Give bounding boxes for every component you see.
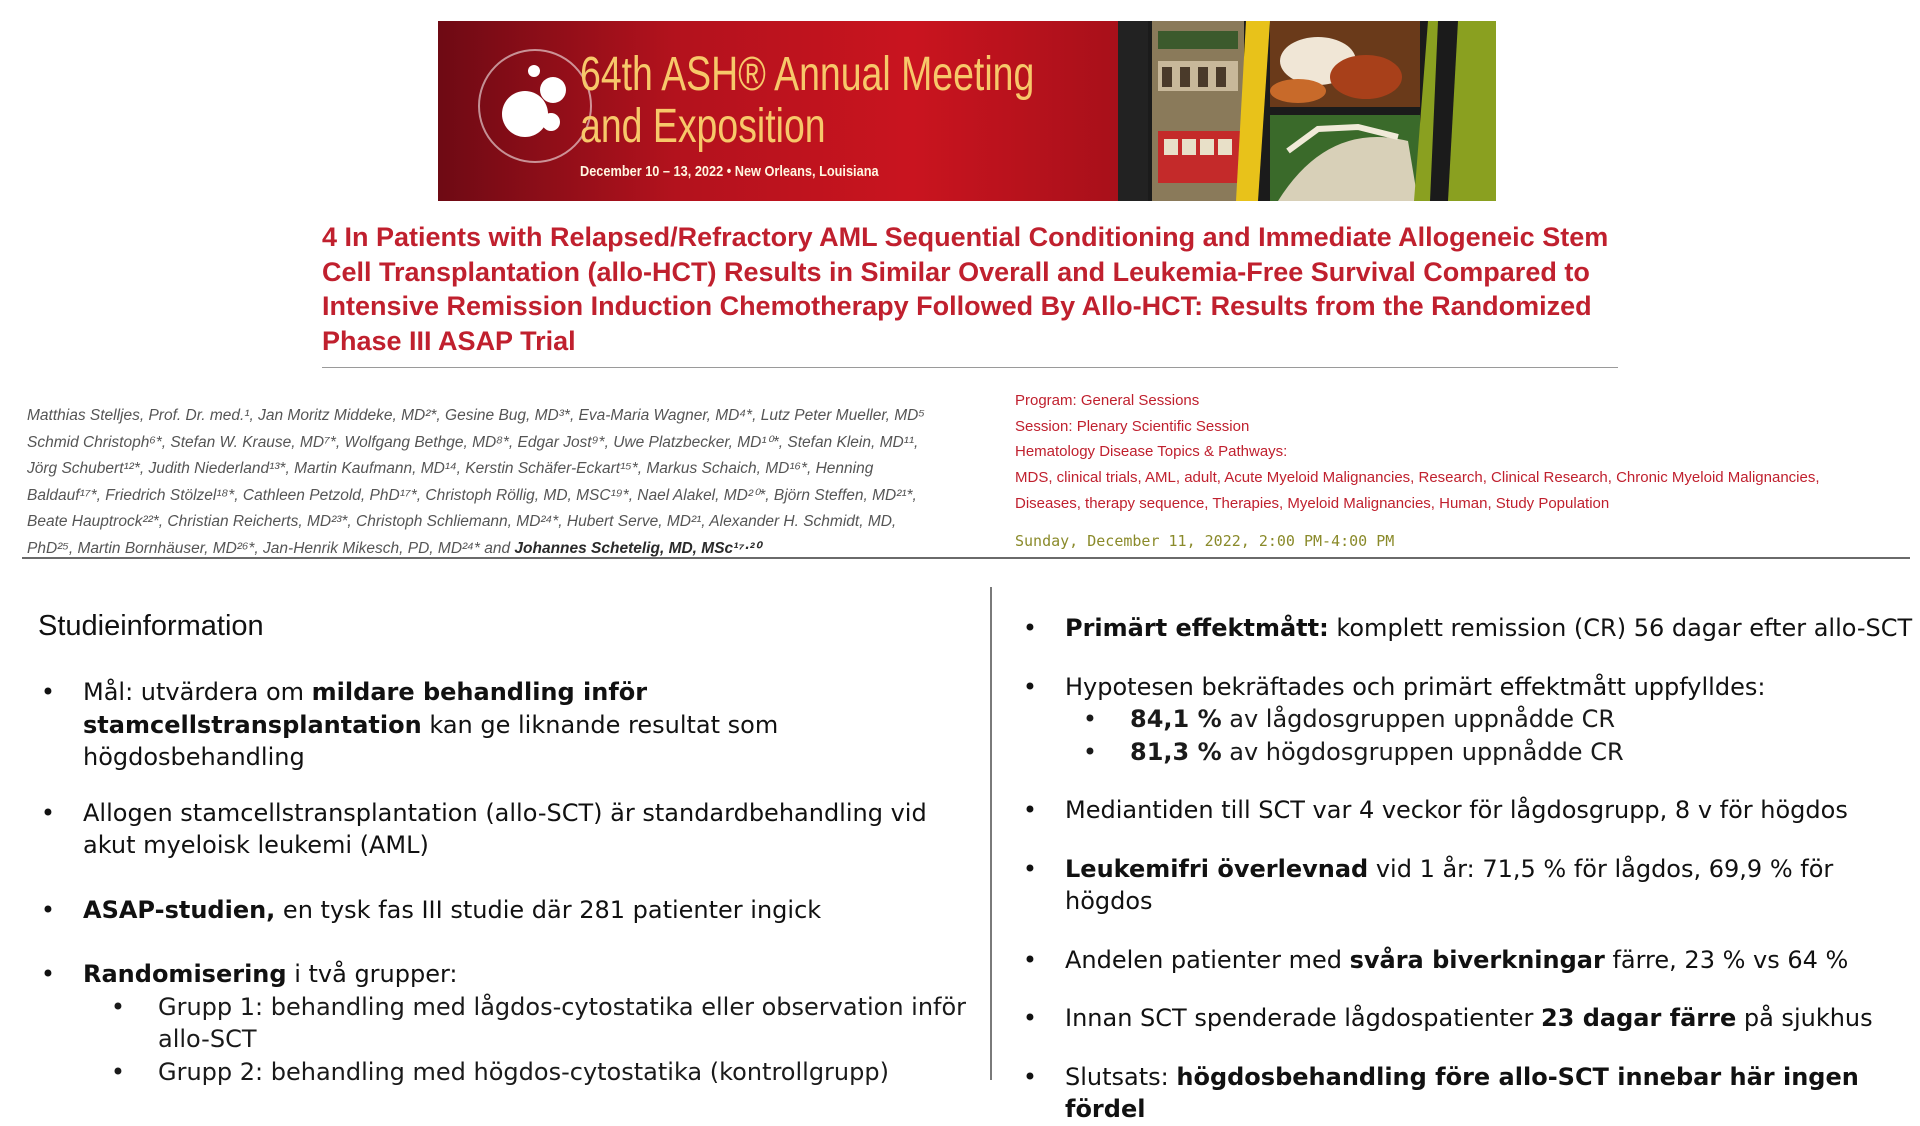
author-line: Baldauf¹⁷*, Friedrich Stölzel¹⁸*, Cathleen Petzold, PhD¹⁷*, Christoph Röllig, MD, MSC¹⁹*, Nael Alakel, MD²⁰*, Björn Steffen, MD²¹*, <box>27 486 917 504</box>
bullet-icon: • <box>1022 614 1038 642</box>
results-column <box>1020 612 1915 1126</box>
author-line: Beate Hauptrock²²*, Christian Reicherts, MD²³*, Christoph Schliemann, MD²⁴*, Hubert Serve, MD²¹, Alexander H. Schmidt, MD, <box>27 513 897 530</box>
banner-subtitle: December 10 – 13, 2022 • New Orleans, Louisiana <box>580 163 879 180</box>
bullet-item: • Mediantiden till SCT var 4 veckor för lågdosgrupp, 8 v för högdos <box>1020 794 1915 827</box>
study-info-column <box>38 610 983 1088</box>
bullet-item: • Leukemifri överlevnad vid 1 år: 71,5 % för lågdos, 69,9 % för högdos <box>1020 853 1915 918</box>
bullet-icon: • <box>40 960 56 988</box>
sub-bullet-item: • Grupp 1: behandling med lågdos-cytostatika eller observation inför allo-SCT <box>108 991 983 1056</box>
program-info <box>1015 388 1915 517</box>
bullet-icon: • <box>110 1057 126 1086</box>
bullet-item: • Innan SCT spenderade lågdospatienter 23 dagar färre på sjukhus <box>1020 1002 1915 1035</box>
bullet-icon: • <box>40 678 56 706</box>
conference-banner <box>438 21 1496 201</box>
bullet-icon: • <box>1082 705 1098 733</box>
author-line: Jörg Schubert¹²*, Judith Niederland¹³*, Martin Kaufmann, MD¹⁴, Kerstin Schäfer-Eckart¹⁵*, Markus Schaich, MD¹⁶*, Henning <box>27 460 874 477</box>
bullet-item: • Mål: utvärdera om mildare behandling inför stamcellstransplantation kan ge liknande resultat som högdosbehandling <box>38 676 983 774</box>
title-divider <box>322 367 1618 368</box>
program-label: Program: General Sessions <box>1015 392 1200 409</box>
column-divider <box>990 587 992 1080</box>
topics-list: MDS, clinical trials, AML, adult, Acute Myeloid Malignancies, Research, Clinical Research, Chronic Myeloid Malignancies, <box>1015 469 1820 487</box>
bullet-item: • ASAP-studien, en tysk fas III studie där 281 patienter ingick <box>38 894 983 927</box>
session-label: Session: Plenary Scientific Session <box>1015 417 1250 435</box>
bullet-item: • Slutsats: högdosbehandling före allo-SCT innebar här ingen fördel <box>1020 1061 1915 1126</box>
bullet-item: • Primärt effektmått: komplett remission (CR) 56 dagar efter allo-SCT <box>1020 612 1915 645</box>
sub-bullet-item: • 84,1 % av lågdosgruppen uppnådde CR <box>1080 703 1915 736</box>
bullet-icon: • <box>1022 1062 1038 1091</box>
bullet-icon: • <box>1082 737 1098 766</box>
bullet-icon: • <box>110 992 126 1021</box>
topics-label: Hematology Disease Topics & Pathways: <box>1015 443 1288 461</box>
bullet-item: • Allogen stamcellstransplantation (allo-SCT) är standardbehandling vid akut myeloisk leukemi (AML) <box>38 797 983 862</box>
sub-bullet-item: • 81,3 % av högdosgruppen uppnådde CR <box>1080 736 1915 769</box>
bullet-icon: • <box>40 798 56 827</box>
bullet-item: • Andelen patienter med svåra biverkningar färre, 23 % vs 64 % <box>1020 944 1915 977</box>
author-line: Matthias Stelljes, Prof. Dr. med.¹, Jan Moritz Middeke, MD²*, Gesine Bug, MD³*, Eva-Maria Wagner, MD⁴*, Lutz Peter Mueller, MD⁵ <box>27 407 925 424</box>
bullet-icon: • <box>1022 945 1038 974</box>
sub-bullet-item: • Grupp 2: behandling med högdos-cytostatika (kontrollgrupp) <box>108 1056 983 1089</box>
abstract-title: 4 In Patients with Relapsed/Refractory AML Sequential Conditioning and Immediate Allogeneic Stem Cell Transplantation (allo-HCT) Results in Similar Overall and Leukemia-Free Survival Compared to Intensive Remission Induction Chemotherapy Followed By Allo-HCT: Results from the Randomized Phase III ASAP Trial <box>322 222 1609 356</box>
author-line: PhD²⁵, Martin Bornhäuser, MD²⁶*, Jan-Henrik Mikesch, PD, MD²⁴* and Johannes Schetelig, MD, MSc¹⁷·²⁰ <box>27 539 761 557</box>
banner-photo-collage <box>1118 21 1496 201</box>
banner-red-panel <box>438 21 1118 201</box>
author-list <box>27 403 1000 563</box>
topics-list: Diseases, therapy sequence, Therapies, Myeloid Malignancies, Human, Study Population <box>1015 494 1610 512</box>
last-author: Johannes Schetelig, MD, MSc¹⁷·²⁰ <box>514 539 761 557</box>
bullet-icon: • <box>1022 672 1038 701</box>
section-heading: Studieinformation <box>38 610 264 642</box>
bullet-icon: • <box>1022 1004 1038 1032</box>
section-divider <box>22 557 1910 559</box>
author-line: Schmid Christoph⁶*, Stefan W. Krause, MD⁷*, Wolfgang Bethge, MD⁸*, Edgar Jost⁹*, Uwe Platzbecker, MD¹⁰*, Stefan Klein, MD¹¹, <box>27 433 919 451</box>
bullet-item: • Hypotesen bekräftades och primärt effektmått uppfylldes: <box>1020 671 1915 704</box>
session-date: Sunday, December 11, 2022, 2:00 PM-4:00 PM <box>1015 532 1395 550</box>
ash-logo <box>478 49 592 163</box>
bullet-icon: • <box>1022 854 1038 883</box>
banner-title: 64th ASH® Annual Meeting and Exposition <box>580 48 1035 153</box>
photo-collage-image <box>1118 21 1496 201</box>
bullet-icon: • <box>1022 796 1038 824</box>
bullet-icon: • <box>40 895 56 924</box>
bullet-item: • Randomisering i två grupper: <box>38 958 983 991</box>
